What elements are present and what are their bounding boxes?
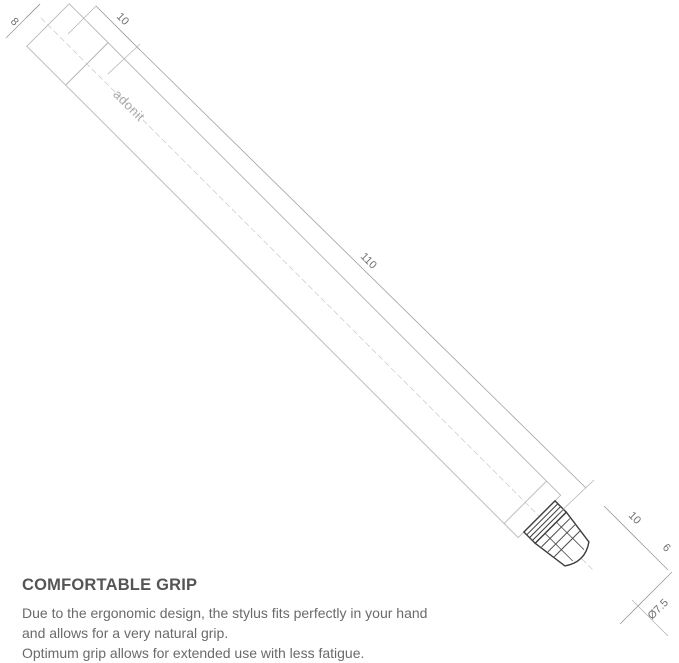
caption-line-3: Optimum grip allows for extended use with less fatigue. [22, 645, 365, 661]
dimension-extension [556, 480, 594, 516]
caption-block [22, 574, 542, 663]
dimension-label-tip-width: 6 [659, 541, 673, 555]
dimension-tip-length [604, 506, 646, 548]
dimension-label-body-length: 110 [357, 250, 379, 272]
dimension-label-tip-diameter: Ø7.5 [645, 596, 671, 623]
dimension-label-cap-length: 10 [113, 10, 132, 28]
caption-line-2: and allows for a very natural grip. [22, 625, 229, 641]
dimension-label-cap-width: 8 [7, 15, 21, 29]
dimension-tip-diameter [620, 572, 672, 636]
dimension-line [620, 572, 672, 624]
dimension-label-tip-length: 10 [625, 509, 644, 527]
dimension-line [604, 506, 646, 548]
stylus-logo: adonit [110, 86, 149, 125]
dimension-extension [26, 4, 40, 18]
stylus [20, 0, 614, 591]
dimension-line [138, 48, 586, 488]
dimension-extension [68, 6, 96, 34]
dimension-body-length [138, 48, 594, 516]
dimension-tip-width [646, 542, 673, 570]
dimension-line [96, 6, 140, 50]
caption-line-1: Due to the ergonomic design, the stylus fits perfectly in your hand [22, 605, 428, 621]
dimension-cap-width [6, 4, 40, 38]
caption-title: COMFORTABLE GRIP [22, 576, 198, 594]
